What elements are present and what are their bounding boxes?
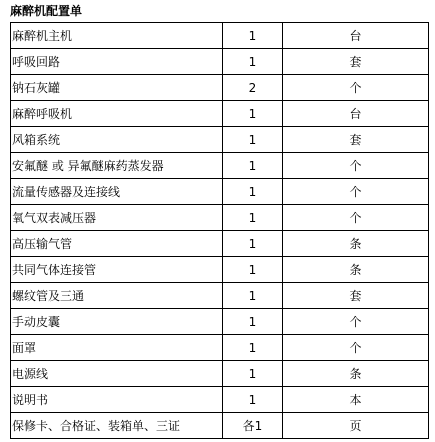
table-row (11, 127, 429, 153)
item-unit-cell: 本 (283, 387, 429, 413)
item-name-cell: 电源线 (11, 361, 223, 387)
item-name-cell: 麻醉呼吸机 (11, 101, 223, 127)
table-row (11, 205, 429, 231)
table-row (11, 231, 429, 257)
item-quantity-cell: 1 (223, 153, 283, 179)
item-name-cell: 螺纹管及三通 (11, 283, 223, 309)
item-name-cell: 氧气双表减压器 (11, 205, 223, 231)
item-quantity-cell: 1 (223, 257, 283, 283)
configuration-table (10, 22, 429, 439)
table-row (11, 361, 429, 387)
item-unit-cell: 页 (283, 413, 429, 439)
item-unit-cell: 套 (283, 49, 429, 75)
item-name-cell: 流量传感器及连接线 (11, 179, 223, 205)
table-row (11, 309, 429, 335)
item-name-cell: 风箱系统 (11, 127, 223, 153)
item-quantity-cell: 1 (223, 387, 283, 413)
table-row (11, 387, 429, 413)
table-row (11, 257, 429, 283)
table-row (11, 101, 429, 127)
item-quantity-cell: 1 (223, 101, 283, 127)
item-unit-cell: 台 (283, 23, 429, 49)
item-name-cell: 麻醉机主机 (11, 23, 223, 49)
item-quantity-cell: 1 (223, 23, 283, 49)
item-unit-cell: 个 (283, 153, 429, 179)
item-unit-cell: 台 (283, 101, 429, 127)
item-quantity-cell: 1 (223, 205, 283, 231)
item-name-cell: 说明书 (11, 387, 223, 413)
table-row (11, 283, 429, 309)
item-name-cell: 保修卡、合格证、装箱单、三证 (11, 413, 223, 439)
table-row (11, 153, 429, 179)
item-quantity-cell: 1 (223, 127, 283, 153)
item-unit-cell: 个 (283, 205, 429, 231)
item-unit-cell: 个 (283, 179, 429, 205)
item-unit-cell: 套 (283, 283, 429, 309)
item-name-cell: 共同气体连接管 (11, 257, 223, 283)
item-quantity-cell: 1 (223, 309, 283, 335)
item-quantity-cell: 1 (223, 361, 283, 387)
item-name-cell: 高压输气管 (11, 231, 223, 257)
item-name-cell: 手动皮囊 (11, 309, 223, 335)
table-row (11, 335, 429, 361)
item-unit-cell: 个 (283, 335, 429, 361)
item-quantity-cell: 各1 (223, 413, 283, 439)
item-name-cell: 安氟醚 或 异氟醚麻药蒸发器 (11, 153, 223, 179)
item-quantity-cell: 1 (223, 179, 283, 205)
table-row (11, 75, 429, 101)
page-title: 麻醉机配置单 (10, 4, 83, 18)
item-quantity-cell: 2 (223, 75, 283, 101)
table-row (11, 413, 429, 439)
item-unit-cell: 套 (283, 127, 429, 153)
table-row (11, 179, 429, 205)
item-quantity-cell: 1 (223, 49, 283, 75)
item-unit-cell: 条 (283, 231, 429, 257)
table-row (11, 49, 429, 75)
item-unit-cell: 个 (283, 309, 429, 335)
item-name-cell: 钠石灰罐 (11, 75, 223, 101)
item-unit-cell: 个 (283, 75, 429, 101)
item-unit-cell: 条 (283, 257, 429, 283)
item-name-cell: 面罩 (11, 335, 223, 361)
item-name-cell: 呼吸回路 (11, 49, 223, 75)
item-unit-cell: 条 (283, 361, 429, 387)
item-quantity-cell: 1 (223, 231, 283, 257)
item-quantity-cell: 1 (223, 283, 283, 309)
item-quantity-cell: 1 (223, 335, 283, 361)
table-row (11, 23, 429, 49)
